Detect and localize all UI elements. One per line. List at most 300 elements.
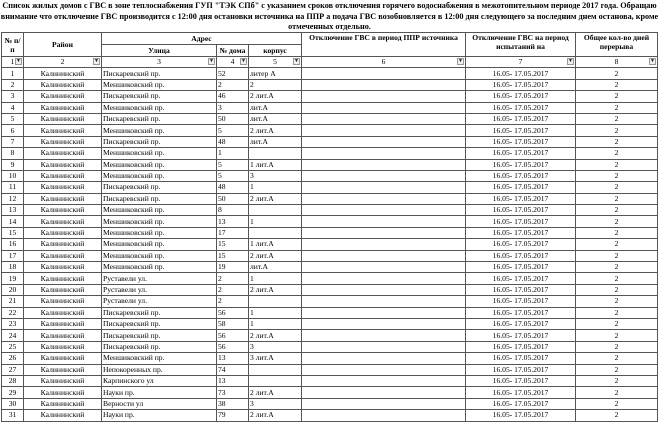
filter-cell-2[interactable]: [24, 57, 102, 68]
district-cell[interactable]: Калининский: [24, 307, 102, 318]
test-period-cell[interactable]: 16.05- 17.05.2017: [466, 318, 576, 329]
ppr-cell[interactable]: [302, 170, 466, 181]
ppr-cell[interactable]: [302, 159, 466, 170]
district-cell[interactable]: Калининский: [24, 296, 102, 307]
korpus-cell[interactable]: 2 лит.А: [249, 284, 302, 295]
korpus-cell[interactable]: [249, 205, 302, 216]
house-cell[interactable]: 5: [217, 125, 249, 136]
filter-cell-8[interactable]: [576, 57, 658, 68]
header-test: Отключение ГВС на период испытаний на: [466, 33, 576, 57]
house-cell[interactable]: 38: [217, 398, 249, 409]
table-row: [2, 91, 658, 102]
table-row: [2, 250, 658, 261]
district-cell[interactable]: Калининский: [24, 398, 102, 409]
ppr-cell[interactable]: [302, 318, 466, 329]
house-cell[interactable]: 74: [217, 364, 249, 375]
district-cell[interactable]: Калининский: [24, 273, 102, 284]
street-cell[interactable]: Пискаревский пр.: [102, 68, 217, 79]
days-cell[interactable]: 2: [576, 387, 658, 398]
house-cell[interactable]: 50: [217, 193, 249, 204]
table-row: [2, 136, 658, 147]
test-period-cell[interactable]: 16.05- 17.05.2017: [466, 262, 576, 273]
korpus-cell[interactable]: 3: [249, 170, 302, 181]
test-period-cell[interactable]: 16.05- 17.05.2017: [466, 148, 576, 159]
row-number[interactable]: 12: [2, 193, 24, 204]
page-title: Список жилых домов с ГВС в зоне теплоснабжения ГУП "ТЭК СПб" с указанием сроков отключения горячего водоснабжения в межотопительном периоде 2017 года. Обращаю внимание что отключение ГВС производится с 12:00 дня остановки источника на ППР а подача ГВС возобновляется в 12:00 дня следующего за последним днем останова, кроме отмеченных отдельно.: [0, 1, 659, 32]
days-cell[interactable]: 2: [576, 410, 658, 421]
days-cell[interactable]: 2: [576, 125, 658, 136]
house-cell[interactable]: 56: [217, 341, 249, 352]
district-cell[interactable]: Калининский: [24, 250, 102, 261]
street-cell[interactable]: Меншиковский пр.: [102, 227, 217, 238]
district-cell[interactable]: Калининский: [24, 113, 102, 124]
test-period-cell[interactable]: 16.05- 17.05.2017: [466, 239, 576, 250]
table-row: [2, 387, 658, 398]
test-period-cell[interactable]: 16.05- 17.05.2017: [466, 170, 576, 181]
district-cell[interactable]: Калининский: [24, 318, 102, 329]
table-row: [2, 353, 658, 364]
ppr-cell[interactable]: [302, 125, 466, 136]
ppr-cell[interactable]: [302, 353, 466, 364]
table-row: [2, 159, 658, 170]
korpus-cell[interactable]: 2 лит.А: [249, 193, 302, 204]
ppr-cell[interactable]: [302, 113, 466, 124]
days-cell[interactable]: 2: [576, 227, 658, 238]
row-number[interactable]: 13: [2, 205, 24, 216]
days-cell[interactable]: 2: [576, 284, 658, 295]
korpus-cell[interactable]: 1: [249, 318, 302, 329]
row-number[interactable]: 15: [2, 227, 24, 238]
house-cell[interactable]: 3: [217, 102, 249, 113]
test-period-cell[interactable]: 16.05- 17.05.2017: [466, 227, 576, 238]
street-cell[interactable]: Верности ул: [102, 398, 217, 409]
house-cell[interactable]: 46: [217, 91, 249, 102]
district-cell[interactable]: Калининский: [24, 284, 102, 295]
dropdown-arrow-icon[interactable]: ▼: [241, 59, 246, 65]
house-cell[interactable]: 15: [217, 250, 249, 261]
test-period-cell[interactable]: 16.05- 17.05.2017: [466, 296, 576, 307]
korpus-cell[interactable]: лит.А: [249, 136, 302, 147]
street-cell[interactable]: Меншиковский пр.: [102, 148, 217, 159]
days-cell[interactable]: 2: [576, 79, 658, 90]
row-number[interactable]: 16: [2, 239, 24, 250]
house-cell[interactable]: 15: [217, 239, 249, 250]
street-cell[interactable]: Руставели ул.: [102, 284, 217, 295]
house-cell[interactable]: 5: [217, 170, 249, 181]
street-cell[interactable]: Пискаревский пр.: [102, 318, 217, 329]
house-cell[interactable]: 73: [217, 387, 249, 398]
street-cell[interactable]: Пискаревский пр.: [102, 113, 217, 124]
days-cell[interactable]: 2: [576, 330, 658, 341]
district-cell[interactable]: Калининский: [24, 182, 102, 193]
test-period-cell[interactable]: 16.05- 17.05.2017: [466, 273, 576, 284]
table-row: [2, 239, 658, 250]
korpus-cell[interactable]: 1: [249, 273, 302, 284]
dropdown-arrow-icon[interactable]: ▼: [650, 59, 655, 65]
test-period-cell[interactable]: 16.05- 17.05.2017: [466, 79, 576, 90]
row-number[interactable]: 21: [2, 296, 24, 307]
table-row: [2, 205, 658, 216]
ppr-cell[interactable]: [302, 79, 466, 90]
row-number[interactable]: 25: [2, 341, 24, 352]
street-cell[interactable]: Меншиковский пр.: [102, 159, 217, 170]
district-cell[interactable]: Калининский: [24, 91, 102, 102]
table-row: [2, 410, 658, 421]
district-cell[interactable]: Калининский: [24, 410, 102, 421]
house-cell[interactable]: 2: [217, 296, 249, 307]
days-cell[interactable]: 2: [576, 159, 658, 170]
test-period-cell[interactable]: 16.05- 17.05.2017: [466, 341, 576, 352]
test-period-cell[interactable]: 16.05- 17.05.2017: [466, 364, 576, 375]
district-cell[interactable]: Калининский: [24, 79, 102, 90]
days-cell[interactable]: 2: [576, 113, 658, 124]
korpus-cell[interactable]: 3: [249, 341, 302, 352]
column-number: 2: [60, 57, 65, 67]
row-number[interactable]: 18: [2, 262, 24, 273]
dropdown-arrow-icon[interactable]: ▼: [209, 59, 214, 65]
district-cell[interactable]: Калининский: [24, 330, 102, 341]
header-days: Общее кол-во дней перерыва: [576, 33, 658, 57]
district-cell[interactable]: Калининский: [24, 364, 102, 375]
filter-cell-5[interactable]: [249, 57, 302, 68]
row-number[interactable]: 17: [2, 250, 24, 261]
house-cell[interactable]: 50: [217, 113, 249, 124]
korpus-cell[interactable]: 2 лит.А: [249, 387, 302, 398]
ppr-cell[interactable]: [302, 262, 466, 273]
korpus-cell[interactable]: 2: [249, 79, 302, 90]
days-cell[interactable]: 2: [576, 273, 658, 284]
korpus-cell[interactable]: [249, 375, 302, 386]
test-period-cell[interactable]: 16.05- 17.05.2017: [466, 216, 576, 227]
days-cell[interactable]: 2: [576, 341, 658, 352]
test-period-cell[interactable]: 16.05- 17.05.2017: [466, 91, 576, 102]
korpus-cell[interactable]: 2 лит.А: [249, 91, 302, 102]
district-cell[interactable]: Калининский: [24, 193, 102, 204]
district-cell[interactable]: Калининский: [24, 136, 102, 147]
ppr-cell[interactable]: [302, 375, 466, 386]
ppr-cell[interactable]: [302, 136, 466, 147]
header-korpus: корпус: [249, 45, 302, 57]
filter-cell-4[interactable]: [217, 57, 249, 68]
days-cell[interactable]: 2: [576, 307, 658, 318]
street-cell[interactable]: Науки пр.: [102, 387, 217, 398]
ppr-cell[interactable]: [302, 182, 466, 193]
street-cell[interactable]: Меншиковский пр.: [102, 79, 217, 90]
row-number[interactable]: 14: [2, 216, 24, 227]
district-cell[interactable]: Калининский: [24, 68, 102, 79]
ppr-cell[interactable]: [302, 398, 466, 409]
days-cell[interactable]: 2: [576, 239, 658, 250]
row-number[interactable]: 28: [2, 375, 24, 386]
house-cell[interactable]: 13: [217, 216, 249, 227]
row-number[interactable]: 9: [2, 159, 24, 170]
ppr-cell[interactable]: [302, 330, 466, 341]
korpus-cell[interactable]: [249, 364, 302, 375]
filter-cell-3[interactable]: [102, 57, 217, 68]
test-period-cell[interactable]: 16.05- 17.05.2017: [466, 284, 576, 295]
test-period-cell[interactable]: 16.05- 17.05.2017: [466, 68, 576, 79]
ppr-cell[interactable]: [302, 239, 466, 250]
table-row: [2, 284, 658, 295]
street-cell[interactable]: Меншиковский пр.: [102, 239, 217, 250]
street-cell[interactable]: Пискаревский пр.: [102, 91, 217, 102]
days-cell[interactable]: 2: [576, 364, 658, 375]
days-cell[interactable]: 2: [576, 91, 658, 102]
filter-cell-6[interactable]: [302, 57, 466, 68]
street-cell[interactable]: Науки пр.: [102, 410, 217, 421]
house-cell[interactable]: 52: [217, 68, 249, 79]
ppr-cell[interactable]: [302, 91, 466, 102]
row-number[interactable]: 1: [2, 68, 24, 79]
days-cell[interactable]: 2: [576, 262, 658, 273]
test-period-cell[interactable]: 16.05- 17.05.2017: [466, 182, 576, 193]
district-cell[interactable]: Калининский: [24, 387, 102, 398]
row-number[interactable]: 3: [2, 91, 24, 102]
days-cell[interactable]: 2: [576, 102, 658, 113]
row-number[interactable]: 6: [2, 125, 24, 136]
ppr-cell[interactable]: [302, 216, 466, 227]
table-row: [2, 216, 658, 227]
korpus-cell[interactable]: 1: [249, 216, 302, 227]
header-num: № п/п: [2, 33, 24, 57]
house-cell[interactable]: 8: [217, 205, 249, 216]
street-cell[interactable]: Карпинского ул: [102, 375, 217, 386]
days-cell[interactable]: 2: [576, 398, 658, 409]
test-period-cell[interactable]: 16.05- 17.05.2017: [466, 410, 576, 421]
table-row: [2, 318, 658, 329]
ppr-cell[interactable]: [302, 387, 466, 398]
korpus-cell[interactable]: лит.А: [249, 113, 302, 124]
test-period-cell[interactable]: 16.05- 17.05.2017: [466, 353, 576, 364]
house-cell[interactable]: 19: [217, 262, 249, 273]
street-cell[interactable]: Меншиковский пр.: [102, 262, 217, 273]
test-period-cell[interactable]: 16.05- 17.05.2017: [466, 159, 576, 170]
district-cell[interactable]: Калининский: [24, 262, 102, 273]
street-cell[interactable]: Меншиковский пр.: [102, 205, 217, 216]
test-period-cell[interactable]: 16.05- 17.05.2017: [466, 113, 576, 124]
ppr-cell[interactable]: [302, 341, 466, 352]
table-row: [2, 364, 658, 375]
test-period-cell[interactable]: 16.05- 17.05.2017: [466, 136, 576, 147]
header-district: Район: [24, 33, 102, 57]
dropdown-arrow-icon[interactable]: ▼: [294, 59, 299, 65]
row-number[interactable]: 20: [2, 284, 24, 295]
house-cell[interactable]: 5: [217, 159, 249, 170]
ppr-cell[interactable]: [302, 250, 466, 261]
district-cell[interactable]: Калининский: [24, 216, 102, 227]
column-number: 3: [157, 57, 161, 67]
dropdown-arrow-icon[interactable]: ▼: [94, 59, 99, 65]
korpus-cell[interactable]: 3: [249, 398, 302, 409]
dropdown-arrow-icon[interactable]: ▼: [458, 59, 463, 65]
ppr-cell[interactable]: [302, 193, 466, 204]
district-cell[interactable]: Калининский: [24, 341, 102, 352]
days-cell[interactable]: 2: [576, 216, 658, 227]
street-cell[interactable]: Меншиковский пр.: [102, 170, 217, 181]
house-cell[interactable]: 17: [217, 227, 249, 238]
ppr-cell[interactable]: [302, 307, 466, 318]
row-number[interactable]: 23: [2, 318, 24, 329]
filter-row: [2, 57, 658, 68]
house-cell[interactable]: 2: [217, 273, 249, 284]
row-number[interactable]: 8: [2, 148, 24, 159]
district-cell[interactable]: Калининский: [24, 102, 102, 113]
house-cell[interactable]: 79: [217, 410, 249, 421]
house-cell[interactable]: 13: [217, 353, 249, 364]
korpus-cell[interactable]: [249, 227, 302, 238]
table-row: [2, 79, 658, 90]
table-row: [2, 182, 658, 193]
row-number[interactable]: 24: [2, 330, 24, 341]
days-cell[interactable]: 2: [576, 205, 658, 216]
house-cell[interactable]: 48: [217, 182, 249, 193]
dropdown-arrow-icon[interactable]: ▼: [16, 59, 21, 65]
street-cell[interactable]: Пискаревский пр.: [102, 330, 217, 341]
house-cell[interactable]: 56: [217, 307, 249, 318]
ppr-cell[interactable]: [302, 227, 466, 238]
table-row: [2, 193, 658, 204]
dropdown-arrow-icon[interactable]: ▼: [568, 59, 573, 65]
header-house: № дома: [217, 45, 249, 57]
row-number[interactable]: 22: [2, 307, 24, 318]
district-cell[interactable]: Калининский: [24, 239, 102, 250]
korpus-cell[interactable]: [249, 296, 302, 307]
filter-cell-7[interactable]: [466, 57, 576, 68]
row-number[interactable]: 7: [2, 136, 24, 147]
district-cell[interactable]: Калининский: [24, 353, 102, 364]
gvs-table: [1, 32, 658, 422]
district-cell[interactable]: Калининский: [24, 227, 102, 238]
table-row: [2, 113, 658, 124]
korpus-cell[interactable]: [249, 148, 302, 159]
row-number[interactable]: 26: [2, 353, 24, 364]
ppr-cell[interactable]: [302, 364, 466, 375]
korpus-cell[interactable]: 1: [249, 182, 302, 193]
row-number[interactable]: 2: [2, 79, 24, 90]
district-cell[interactable]: Калининский: [24, 148, 102, 159]
korpus-cell[interactable]: 2 лит.А: [249, 250, 302, 261]
test-period-cell[interactable]: 16.05- 17.05.2017: [466, 375, 576, 386]
test-period-cell[interactable]: 16.05- 17.05.2017: [466, 387, 576, 398]
table-row: [2, 341, 658, 352]
row-number[interactable]: 27: [2, 364, 24, 375]
street-cell[interactable]: Меншиковский пр.: [102, 250, 217, 261]
ppr-cell[interactable]: [302, 148, 466, 159]
column-number: 6: [381, 57, 386, 67]
street-cell[interactable]: Пискаревский пр.: [102, 307, 217, 318]
korpus-cell[interactable]: 1 лит.А: [249, 159, 302, 170]
ppr-cell[interactable]: [302, 273, 466, 284]
korpus-cell[interactable]: лит.А: [249, 102, 302, 113]
street-cell[interactable]: Руставели ул.: [102, 273, 217, 284]
ppr-cell[interactable]: [302, 410, 466, 421]
row-number[interactable]: 11: [2, 182, 24, 193]
days-cell[interactable]: 2: [576, 193, 658, 204]
house-cell[interactable]: 1: [217, 148, 249, 159]
district-cell[interactable]: Калининский: [24, 125, 102, 136]
district-cell[interactable]: Калининский: [24, 205, 102, 216]
row-number[interactable]: 4: [2, 102, 24, 113]
street-cell[interactable]: Руставели ул.: [102, 296, 217, 307]
ppr-cell[interactable]: [302, 205, 466, 216]
korpus-cell[interactable]: лит.А: [249, 262, 302, 273]
row-number[interactable]: 29: [2, 387, 24, 398]
street-cell[interactable]: Меншиковский пр.: [102, 353, 217, 364]
column-number: 5: [273, 57, 277, 67]
korpus-cell[interactable]: литер А: [249, 68, 302, 79]
test-period-cell[interactable]: 16.05- 17.05.2017: [466, 193, 576, 204]
row-number[interactable]: 19: [2, 273, 24, 284]
days-cell[interactable]: 2: [576, 375, 658, 386]
district-cell[interactable]: Калининский: [24, 170, 102, 181]
row-number[interactable]: 30: [2, 398, 24, 409]
days-cell[interactable]: 2: [576, 170, 658, 181]
district-cell[interactable]: Калининский: [24, 159, 102, 170]
korpus-cell[interactable]: 2 лит.А: [249, 125, 302, 136]
days-cell[interactable]: 2: [576, 353, 658, 364]
korpus-cell[interactable]: 1: [249, 307, 302, 318]
test-period-cell[interactable]: 16.05- 17.05.2017: [466, 398, 576, 409]
column-number: 7: [518, 57, 523, 67]
days-cell[interactable]: 2: [576, 296, 658, 307]
row-number[interactable]: 31: [2, 410, 24, 421]
days-cell[interactable]: 2: [576, 182, 658, 193]
korpus-cell[interactable]: 2 лит.А: [249, 410, 302, 421]
street-cell[interactable]: Пискаревский пр.: [102, 136, 217, 147]
row-number[interactable]: 5: [2, 113, 24, 124]
house-cell[interactable]: 2: [217, 284, 249, 295]
days-cell[interactable]: 2: [576, 250, 658, 261]
ppr-cell[interactable]: [302, 68, 466, 79]
test-period-cell[interactable]: 16.05- 17.05.2017: [466, 205, 576, 216]
days-cell[interactable]: 2: [576, 318, 658, 329]
ppr-cell[interactable]: [302, 102, 466, 113]
street-cell[interactable]: Пискаревский пр.: [102, 182, 217, 193]
street-cell[interactable]: Меншиковский пр.: [102, 216, 217, 227]
house-cell[interactable]: 13: [217, 375, 249, 386]
table-row: [2, 273, 658, 284]
test-period-cell[interactable]: 16.05- 17.05.2017: [466, 330, 576, 341]
ppr-cell[interactable]: [302, 296, 466, 307]
days-cell[interactable]: 2: [576, 148, 658, 159]
district-cell[interactable]: Калининский: [24, 375, 102, 386]
korpus-cell[interactable]: 3 лит.А: [249, 353, 302, 364]
table-row: [2, 125, 658, 136]
street-cell[interactable]: Меншиковский пр.: [102, 125, 217, 136]
house-cell[interactable]: 56: [217, 330, 249, 341]
test-period-cell[interactable]: 16.05- 17.05.2017: [466, 102, 576, 113]
street-cell[interactable]: Меншиковский пр.: [102, 102, 217, 113]
days-cell[interactable]: 2: [576, 136, 658, 147]
korpus-cell[interactable]: 2 лит.А: [249, 330, 302, 341]
house-cell[interactable]: 2: [217, 79, 249, 90]
row-number[interactable]: 10: [2, 170, 24, 181]
test-period-cell[interactable]: 16.05- 17.05.2017: [466, 250, 576, 261]
column-number: 1: [10, 57, 15, 67]
ppr-cell[interactable]: [302, 284, 466, 295]
table-body: [2, 68, 658, 421]
street-cell[interactable]: Пискаревский пр.: [102, 341, 217, 352]
house-cell[interactable]: 48: [217, 136, 249, 147]
korpus-cell[interactable]: 1 лит.А: [249, 239, 302, 250]
street-cell[interactable]: Непокоренных пр.: [102, 364, 217, 375]
house-cell[interactable]: 58: [217, 318, 249, 329]
filter-cell-1[interactable]: [2, 57, 24, 68]
test-period-cell[interactable]: 16.05- 17.05.2017: [466, 125, 576, 136]
test-period-cell[interactable]: 16.05- 17.05.2017: [466, 307, 576, 318]
days-cell[interactable]: 2: [576, 68, 658, 79]
street-cell[interactable]: Пискаревский пр.: [102, 193, 217, 204]
